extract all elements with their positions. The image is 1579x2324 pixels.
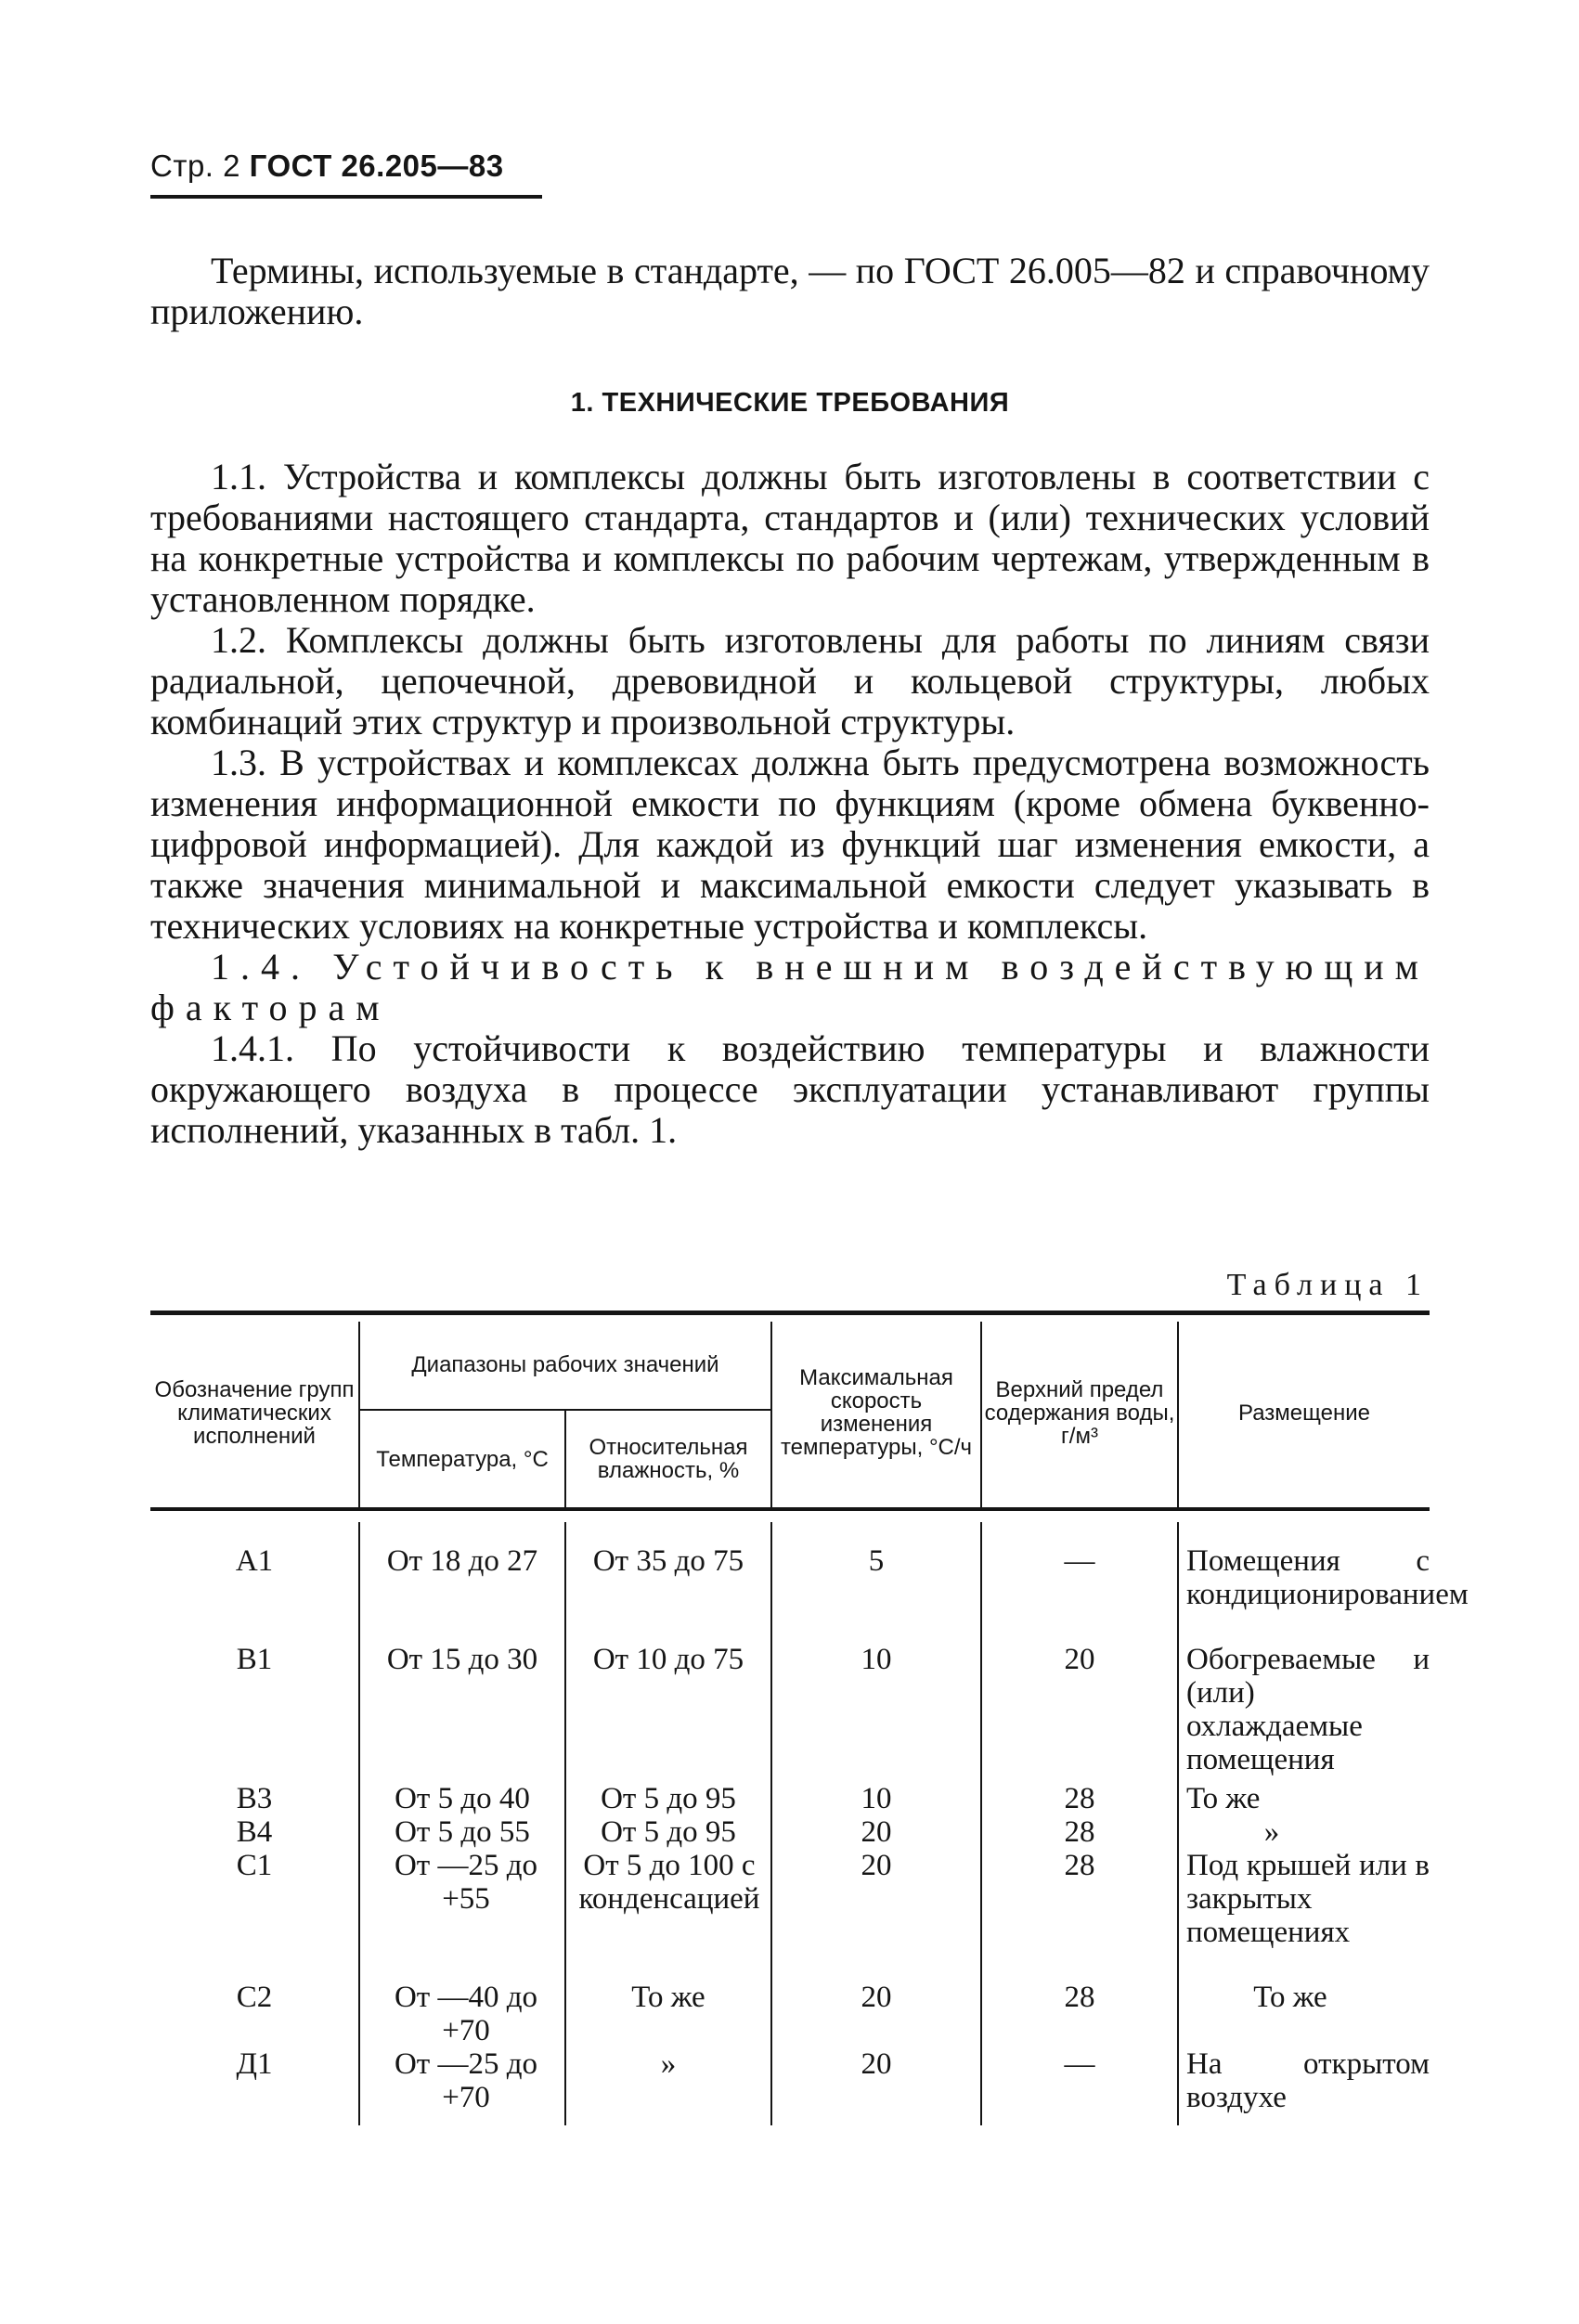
cell-code: С2 [236,1981,273,2014]
cell-temperature: От 5 до 55 [395,1815,530,1849]
cell-humidity: » [660,2047,677,2081]
cell-rate: 20 [861,2047,892,2081]
clause-1-4-1: 1.4.1. По устойчивости к воздействию температуры и влажности окружающего воздуха в процессе эксплуатации устанавливают группы исполнений, указанных в табл. 1. [150,1027,1430,1151]
cell-code: В1 [236,1643,273,1676]
header-group: Обозначение групп климатических исполнений [154,1376,355,1449]
cell-temperature: От —40 до +70 [394,1981,538,2047]
cell-humidity: От 10 до 75 [592,1643,744,1676]
cell-water: 28 [1064,1815,1095,1849]
cell-placement: » [1263,1815,1280,1849]
header-humidity: Относительная влажность, % [589,1435,748,1483]
cell-placement: То же [1253,1981,1327,2014]
cell-temperature: От 5 до 40 [395,1782,530,1815]
header-rule [150,195,542,199]
cell-water: — [1064,2047,1095,2081]
clause-1-2: 1.2. Комплексы должны быть изготовлены для работы по линиям связи радиальной, цепочечной, древовидной и кольцевой структуры, любых комбинаций этих структур и произвольной структуры. [150,619,1430,742]
clause-1-3: 1.3. В устройствах и комплексах должна быть предусмотрена возможность изменения информационной емкости по функциям (кроме обмена буквенно-цифровой информацией). Для каждой из функций шаг изменения емкости, а также значения минимальной и максимальной емкости следует указывать в технических условиях на конкретные устройства и комплексы. [150,742,1430,947]
cell-rate: 20 [861,1981,892,2014]
cell-code: Д1 [236,2047,273,2081]
cell-water: 20 [1064,1643,1095,1676]
cell-temperature: От 15 до 30 [386,1643,538,1676]
cell-rate: 20 [861,1815,892,1849]
standard-number: ГОСТ 26.205—83 [249,148,504,183]
cell-placement: Помещения с кондиционированием [1186,1544,1469,1611]
cell-water: 28 [1064,1849,1095,1882]
header-temperature: Температура, °С [376,1446,549,1472]
cell-code: С1 [236,1849,273,1882]
cell-code: В4 [236,1815,273,1849]
table-label: Таблица 1 [1226,1268,1429,1302]
header-bottom-rule [150,1507,1430,1511]
clause-1-1: 1.1. Устройства и комплексы должны быть изготовлены в соответствии с требованиями настоящего стандарта, стандартов и (или) технических условий на конкретные устройства и комплексы по рабочим чертежам, утвержденным в установленном порядке. [150,456,1430,620]
cell-placement: Под крышей или в закрытых помещениях [1186,1849,1430,1949]
cell-humidity: От 5 до 95 [601,1782,736,1815]
cell-rate: 10 [861,1782,892,1815]
header-placement: Размещение [1238,1400,1370,1426]
cell-code: В3 [236,1782,273,1815]
cell-rate: 10 [861,1643,892,1676]
intro-block [150,251,1430,332]
cell-code: А1 [235,1544,274,1578]
cell-placement: То же [1186,1782,1261,1815]
header-ranges: Диапазоны рабочих значений [411,1351,719,1377]
cell-humidity: От 5 до 100 с конденсацией [578,1849,760,1916]
clauses-block [150,457,1430,1151]
cell-temperature: От —25 до +55 [394,1849,538,1916]
cell-rate: 5 [868,1544,885,1578]
cell-temperature: От —25 до +70 [394,2047,538,2114]
cell-placement: Обогреваемые и (или) охлаждаемые помещения [1186,1643,1430,1776]
cell-placement: На открытом воздухе [1186,2047,1430,2114]
cell-rate: 20 [861,1849,892,1882]
cell-water: 28 [1064,1981,1095,2014]
table-top-rule [150,1310,1430,1315]
cell-humidity: То же [631,1981,705,2014]
page-number-label: Стр. 2 [150,148,240,183]
clause-1-4: 1.4. Устойчивость к внешним воздействующим факторам [150,946,1430,1028]
cell-humidity: От 5 до 95 [601,1815,736,1849]
cell-water: — [1064,1544,1095,1578]
cell-temperature: От 18 до 27 [386,1544,538,1578]
cell-water: 28 [1064,1782,1095,1815]
cell-humidity: От 35 до 75 [592,1544,744,1578]
section-title: 1. ТЕХНИЧЕСКИЕ ТРЕБОВАНИЯ [570,388,1010,418]
climate-groups-table [150,1310,1469,2127]
intro-paragraph: Термины, используемые в стандарте, — по ГОСТ 26.005—82 и справочному приложению. [150,250,1430,332]
header-rate: Максимальная скорость изменения температуры, °С/ч [780,1365,973,1460]
running-header [150,148,504,184]
header-water: Верхний предел содержания воды, г/м³ [984,1376,1175,1449]
